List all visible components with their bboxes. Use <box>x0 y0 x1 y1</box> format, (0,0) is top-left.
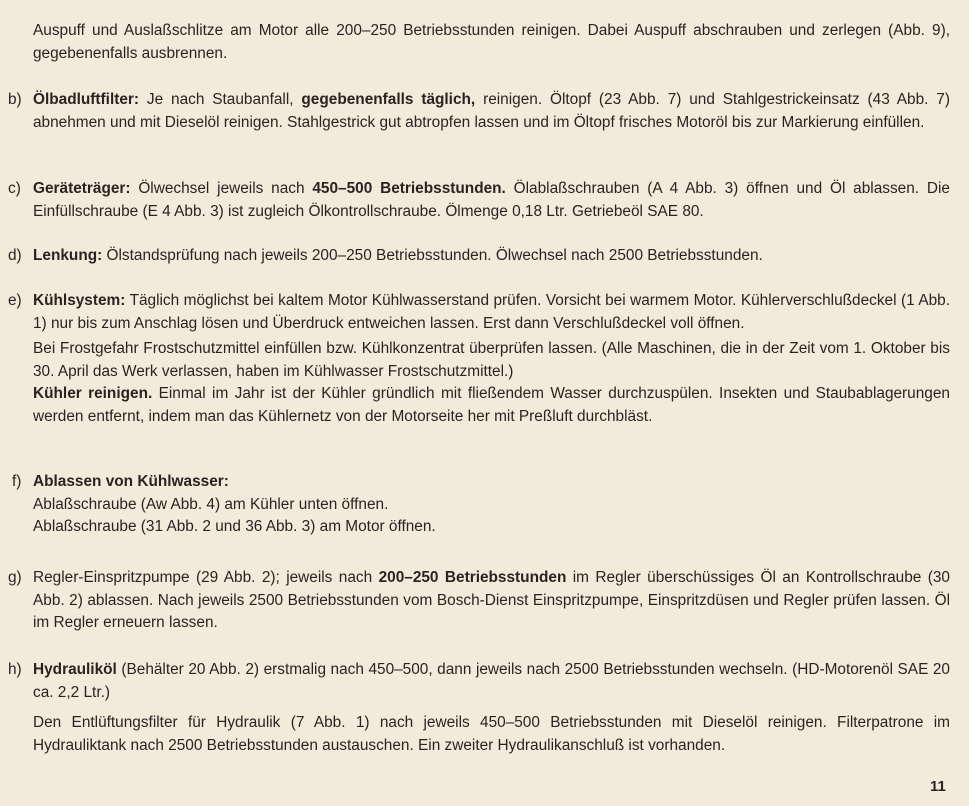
section-e: e) Kühlsystem: Täglich möglichst bei kaltem Motor Kühlwasserstand prüfen. Vorsicht bei warmem Motor. Kühlerverschlußdeckel (1 Abb. 1) nur bis zum Anschlag lösen und Überdruck entweichen lassen. Erst dann Verschlußdeckel voll öffnen. Bei Frostgefahr Frostschutzmittel einfüllen bzw. Kühlkonzentrat überprüfen lassen. (Alle Maschinen, die in der Zeit vom 1. Oktober bis 30. April das Werk verlassen, haben im Kühlwasser Frostschutzmittel.) Kühler reinigen. Einmal im Jahr ist der Kühler gründlich mit fließendem Wasser durchzuspülen. Insekten und Staubablagerungen werden entfernt, indem man das Kühlernetz von der Motorseite her mit Preßluft durchbläst. <box>8 292 950 425</box>
page-number: 11 <box>930 778 946 795</box>
section-e-title: Kühlsystem: <box>33 292 126 309</box>
section-d-label: d) <box>8 247 22 264</box>
section-b-title: Ölbadluftfilter: <box>33 91 140 108</box>
section-d-title: Lenkung: <box>33 247 103 264</box>
section-b-label: b) <box>8 91 22 108</box>
section-c: c) Geräteträger: Ölwechsel jeweils nach 450–500 Betriebsstunden. Ölablaßschrauben (A 4 Abb. 3) öffnen und Öl ablassen. Die Einfüllschraube (E 4 Abb. 3) ist zugleich Ölkontrollschraube. Ölmenge 0,18 Ltr. Getriebeöl SAE 80. <box>8 180 950 220</box>
section-h: h) Hydrauliköl (Behälter 20 Abb. 2) erstmalig nach 450–500, dann jeweils nach 2500 Betriebsstunden wechseln. (HD-Motorenöl SAE 20 ca. 2,2 Ltr.) Den Entlüftungsfilter für Hydraulik (7 Abb. 1) nach jeweils 450–500 Betriebsstunden mit Dieselöl reinigen. Filterpatrone im Hydrauliktank nach 2500 Betriebsstunden austauschen. Ein zweiter Hydraulikanschluß ist vorhanden. <box>8 661 950 754</box>
section-b: b) Ölbadluftfilter: Je nach Staubanfall, gegebenenfalls täglich, reinigen. Öltopf (23 Abb. 7) und Stahlgestrickeinsatz (43 Abb. 7) abnehmen und mit Dieselöl reinigen. Stahlgestrick gut abtropfen lassen und im Öltopf frisches Motoröl bis zur Markierung einfüllen. <box>8 91 950 131</box>
section-e-subtitle: Kühler reinigen. <box>33 385 153 402</box>
section-h-title: Hydrauliköl <box>33 661 117 678</box>
section-g-label: g) <box>8 569 22 586</box>
section-h-label: h) <box>8 661 22 678</box>
section-f-title: Ablassen von Kühlwasser: <box>33 473 229 490</box>
section-g: g) Regler-Einspritzpumpe (29 Abb. 2); jeweils nach 200–250 Betriebsstunden im Regler überschüssiges Öl an Kontrollschraube (30 Abb. 2) ablassen. Nach jeweils 2500 Betriebsstunden vom Bosch-Dienst Einspritzpumpe, Einspritzdüsen und Regler prüfen lassen. Öl im Regler erneuern lassen. <box>8 569 950 631</box>
section-d: d) Lenkung: Ölstandsprüfung nach jeweils 200–250 Betriebsstunden. Ölwechsel nach 2500 Betriebsstunden. <box>8 245 950 268</box>
section-c-title: Geräteträger: <box>33 180 131 197</box>
section-e-frost: Bei Frostgefahr Frostschutzmittel einfüllen bzw. Kühlkonzentrat überprüfen lassen. (Alle Maschinen, die in der Zeit vom 1. Oktober bis 30. April das Werk verlassen, haben im Kühlwasser Frostschutzmittel.) <box>33 340 950 380</box>
section-e-label: e) <box>8 292 22 309</box>
intro-text: Auspuff und Auslaßschlitze am Motor alle 200–250 Betriebsstunden reinigen. Dabei Auspuff abschrauben und zerlegen (Abb. 9), gegebenenfalls ausbrennen. <box>33 22 950 62</box>
section-c-label: c) <box>8 180 21 197</box>
intro-paragraph <box>8 20 950 65</box>
section-f-label: f) <box>12 473 22 490</box>
section-f: f) Ablassen von Kühlwasser: Ablaßschraube (Aw Abb. 4) am Kühler unten öffnen. Ablaßschraube (31 Abb. 2 und 36 Abb. 3) am Motor öffnen. <box>12 473 436 535</box>
